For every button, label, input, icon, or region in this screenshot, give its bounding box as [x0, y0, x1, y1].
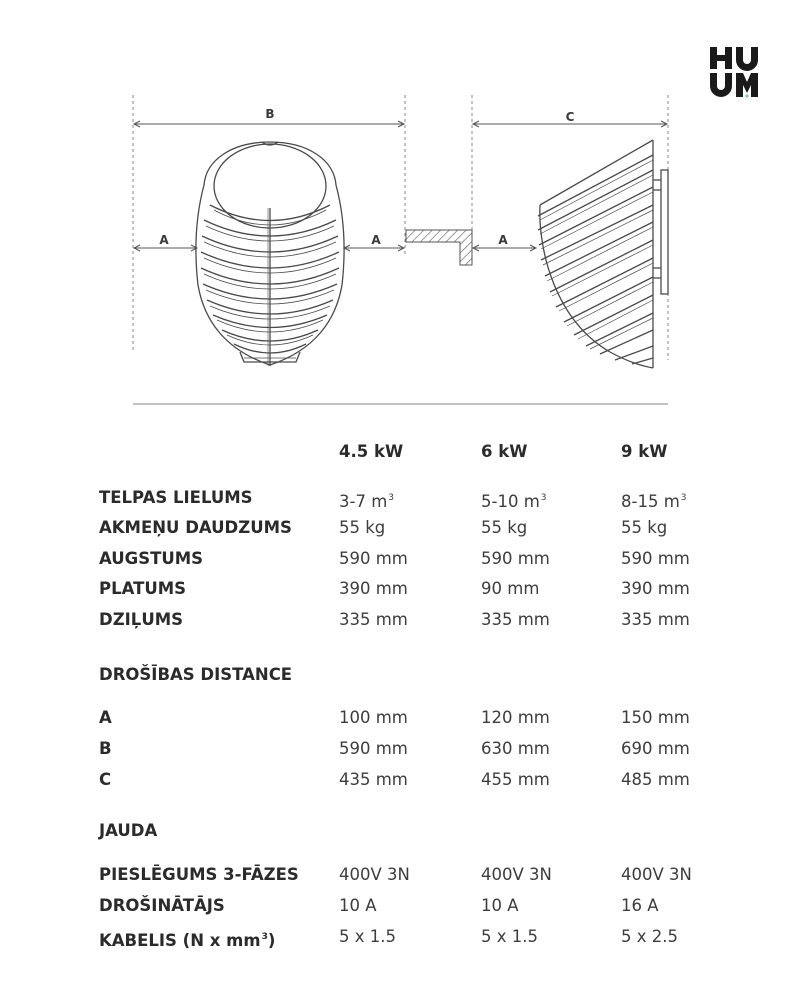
- spec-value: 400V 3N: [339, 865, 410, 884]
- spec-value: 335 mm: [621, 610, 690, 629]
- spec-row-width: [0, 577, 800, 601]
- spec-label: B: [99, 739, 112, 758]
- safety-row-a: [0, 706, 800, 730]
- model-header: 4.5 kW: [339, 442, 404, 461]
- spec-label: DZIĻUMS: [99, 610, 184, 629]
- spec-value: 55 kg: [481, 518, 528, 537]
- spec-value: 590 mm: [621, 549, 690, 568]
- spec-value: 630 mm: [481, 739, 550, 758]
- section-title-safety-distance: DROŠĪBAS DISTANCE: [99, 665, 293, 684]
- spec-value: 5 x 2.5: [621, 927, 678, 946]
- spec-value: 485 mm: [621, 770, 690, 789]
- spec-value: 400V 3N: [481, 865, 552, 884]
- dimension-label-a-side: A: [498, 233, 508, 247]
- spec-label: PIESLĒGUMS 3-FĀZES: [99, 865, 299, 884]
- spec-value: 3-7 $m^3$: [339, 492, 395, 511]
- safety-row-c: [0, 768, 800, 792]
- spec-value: 590 mm: [481, 549, 550, 568]
- spec-value: 55 kg: [621, 518, 668, 537]
- spec-row-room-size: [0, 486, 800, 510]
- spec-row-depth: [0, 608, 800, 632]
- spec-value: 390 mm: [339, 579, 408, 598]
- dimension-label-c: C: [565, 110, 575, 124]
- dimension-label-b: B: [265, 107, 275, 121]
- spec-value: 455 mm: [481, 770, 550, 789]
- spec-label: TELPAS LIELUMS: [99, 488, 253, 507]
- spec-label: AUGSTUMS: [99, 549, 204, 568]
- spec-value: 590 mm: [339, 549, 408, 568]
- spec-value: 10 A: [339, 896, 377, 915]
- power-row-connection: [0, 863, 800, 887]
- spec-value: 150 mm: [621, 708, 690, 727]
- section-title-power: JAUDA: [99, 821, 158, 840]
- model-header: 9 kW: [621, 442, 668, 461]
- spec-value: 390 mm: [621, 579, 690, 598]
- spec-row-height: [0, 547, 800, 571]
- spec-value: 120 mm: [481, 708, 550, 727]
- spec-value: 8-15 $m^3$: [621, 492, 687, 511]
- dimension-label-a-left: A: [159, 233, 169, 247]
- spec-value: 690 mm: [621, 739, 690, 758]
- spec-value: 5-10 $m^3$: [481, 492, 547, 511]
- spec-value: 590 mm: [339, 739, 408, 758]
- spec-value: 5 x 1.5: [339, 927, 396, 946]
- spec-label: DROŠINĀTĀJS: [99, 896, 225, 915]
- spec-label: AKMEŅU DAUDZUMS: [99, 518, 292, 537]
- spec-value: 90 mm: [481, 579, 540, 598]
- spec-value: 55 kg: [339, 518, 386, 537]
- model-header: 6 kW: [481, 442, 528, 461]
- spec-label: A: [99, 708, 112, 727]
- spec-value: 400V 3N: [621, 865, 692, 884]
- power-row-cable: [0, 925, 800, 949]
- spec-label: PLATUMS: [99, 579, 187, 598]
- spec-value: 5 x 1.5: [481, 927, 538, 946]
- spec-value: 16 A: [621, 896, 659, 915]
- spec-row-stone-amount: [0, 516, 800, 540]
- spec-value: 335 mm: [481, 610, 550, 629]
- spec-label: C: [99, 770, 112, 789]
- power-row-fuse: [0, 894, 800, 918]
- spec-value: 10 A: [481, 896, 519, 915]
- model-header-row: [0, 440, 800, 464]
- spec-value: 435 mm: [339, 770, 408, 789]
- spec-value: 335 mm: [339, 610, 408, 629]
- dimension-label-a-right: A: [371, 233, 381, 247]
- spec-label: KABELIS (N x $mm^3$): [99, 931, 276, 950]
- spec-value: 100 mm: [339, 708, 408, 727]
- safety-row-b: [0, 737, 800, 761]
